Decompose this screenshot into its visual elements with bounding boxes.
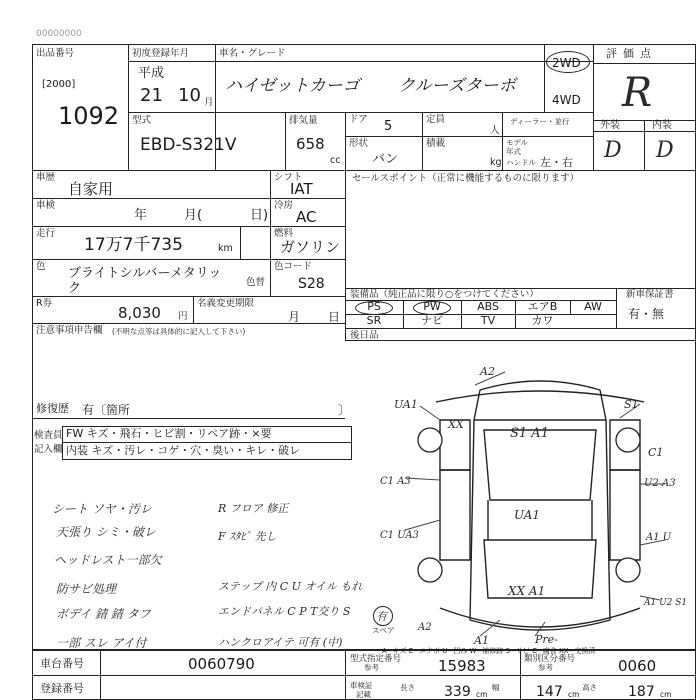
equip-tv: TV [480,314,496,327]
warranty-label: 新車保証書 [626,289,674,300]
color-code-value: S28 [298,276,325,292]
lot-label: 出品番号 [36,48,75,59]
model-year-label1: モデル [506,138,529,147]
equip-navi: ナビ [421,314,443,327]
grade-score: R [622,70,653,116]
fuel-label: 燃料 [274,228,294,239]
warranty-value: 有・無 [628,307,665,321]
size-length: 339 [444,684,471,700]
displacement-value: 658 [296,135,325,153]
lot-year: [2000] [42,79,76,90]
wheel-front-left [418,428,442,452]
equip-ps: PS [367,300,381,313]
equipment-label: 装備品（純正品に限り○をつけてください） [350,289,539,300]
type-spec-value: 15983 [438,657,486,675]
legend-label-1: 検査員 [34,430,63,441]
legend-label-2: 記入欄 [34,444,63,455]
grade-label: 評価点 [606,47,657,60]
wheel-rear-right [616,558,640,582]
inspection-month: 月( [184,208,203,223]
note-2: ヘッドレスト一部欠 [54,553,162,567]
mark-s1-right: S1 [624,398,639,411]
type-spec-sub: 参考 [364,663,379,672]
size-label-1: 車検証 [350,681,373,690]
note-1: 天張り シミ・破レ [56,525,156,539]
mileage-value: 17万7千735 [84,235,183,255]
sales-point-label: セールスポイント（正常に機能するものに限ります） [352,173,580,184]
first-reg-era: 平成 [138,66,165,81]
displacement-unit: cc [330,155,341,166]
size-label-2: 記載 [356,690,371,699]
dealer-label: ディーラー・並行 [510,117,570,126]
drive-4wd: 4WD [552,93,581,107]
mark-xx-a1: XX A1 [508,584,546,598]
repair-close: 〕 [338,403,351,417]
doors-label: ドア [349,114,368,125]
meigi-day: 日 [328,310,341,324]
equip-airbag: エアB [527,300,558,313]
top-fragment: 00000000 [36,29,82,39]
note-right-0: R フロア 修正 [218,502,289,515]
first-reg-label: 初度登録年月 [132,48,190,59]
drive-2wd: 2WD [552,56,581,70]
capacity-unit: 人 [490,125,500,136]
recycle-label: R券 [36,298,53,309]
interior-label: 内装 [652,120,672,131]
mark-a1-u: A1 U [646,532,672,543]
note-right-3: エンドパネル C P T交り S [218,605,351,618]
exterior-label: 外装 [600,120,620,131]
repair-label: 修復歴 [36,402,69,415]
recycle-unit: 円 [178,311,188,322]
model-year-label2: 年式 [506,147,521,156]
class-no-sub: 参考 [538,663,553,672]
type-spec-label: 型式指定番号 [350,654,402,664]
front-bumper [436,391,644,402]
notes-label: 注意事項申告欄 [36,325,103,336]
mark-s1a1: S1 A1 [510,426,549,441]
meigi-label: 名義変更期限 [197,298,255,309]
handle-label: ハンドル [506,158,536,167]
mileage-unit: km [218,243,233,254]
color-value-1: ブライトシルバーメタリッ [68,266,222,281]
handle-value: 左・右 [540,156,573,169]
wheel-front-right [616,428,640,452]
load-label: 積載 [426,138,446,149]
size-length-label: 長さ [400,683,415,692]
interior-grade: D [656,138,674,163]
mark-a2-bottom: A2 [418,622,432,633]
class-no-value: 0060 [618,657,657,675]
history-label: 車歴 [36,172,56,183]
model-value: EBD-S321V [140,135,237,155]
ac-label: 冷房 [274,200,294,211]
inspection-year: 年 [134,208,148,223]
mark-u2a3: U2 A3 [644,478,676,489]
mark-ua1: UA1 [394,398,418,411]
legend-row-1: FW キズ・飛石・ヒビ割・リペア跡・×要 [66,427,272,440]
model-label: 型式 [132,115,152,126]
displacement-label: 排気量 [289,115,318,126]
recycle-value: 8,030 [118,304,161,322]
shift-label: シフト [274,172,303,183]
mark-a1: A1 [474,634,489,647]
vehicle-no-label: 車台番号 [40,657,84,670]
equip-leather: カワ [531,314,554,327]
class-no-label: 類別区分番号 [524,654,576,664]
color-label: 色 [36,261,46,272]
mark-ua1-mid: UA1 [514,508,541,522]
hood-outline [474,381,606,420]
mileage-label: 走行 [36,228,56,239]
aftermarket-label: 後日品 [350,330,379,341]
car-grade: クルーズターボ [398,76,516,96]
first-reg-month-unit: 月 [204,97,214,108]
size-height: 187 [628,684,655,700]
first-reg-year: 21 [140,85,163,106]
vehicle-no-value: 0060790 [188,655,255,673]
shift-value: IAT [290,180,313,198]
mark-a2-top: A2 [480,365,495,378]
shape-label: 形状 [349,138,369,149]
fuel-value: ガソリン [280,238,341,256]
mark-a1u2: A1 U2 S1 [644,598,688,608]
legend-row-2: 内装 キズ・汚レ・コゲ・穴・臭い・キレ・破レ [66,444,301,457]
size-width-unit: cm [568,690,580,699]
exterior-grade: D [604,138,622,163]
lot-number: 1092 [58,102,120,130]
size-width-label: 幅 [492,683,500,692]
equip-abs: ABS [477,300,499,313]
note-right-1: F ｽﾀﾋﾞ 先し [218,530,277,543]
ac-value: AC [296,208,317,226]
mark-c1-right: C1 [648,446,664,459]
mark-xx: XX [448,418,464,431]
equip-pw: PW [423,300,441,313]
shape-value: バン [372,152,399,167]
mark-c1ua3: C1 UA3 [380,530,419,541]
wheel-rear-left [418,558,442,582]
registration-label: 登録番号 [40,682,84,695]
size-height-label: 高さ [582,683,597,692]
mark-pre: Pre- [535,633,558,646]
size-length-unit: cm [476,690,488,699]
color-value-2: ク [68,281,82,296]
inspection-label: 車検 [36,200,56,211]
spare-label: スペア [372,626,395,635]
note-right-4: ハンクロアイテ 可有 (中) [218,636,343,649]
meigi-month: 月 [288,310,301,324]
capacity-label: 定員 [426,114,446,125]
history-value: 自家用 [68,180,114,198]
equip-aw: AW [584,300,602,313]
equip-sr: SR [366,314,382,327]
note-0: シート ソヤ・汚レ [52,502,152,516]
notes-sublabel: (不明な点等は具体的に記入して下さい) [112,327,246,336]
color-change-label: 色替 [246,277,266,288]
note-3: 防サビ処理 [56,582,117,596]
left-slide-door [440,470,470,560]
note-4: ボデイ 錆 錆 タフ [56,607,151,621]
mark-c1a3: C1 A3 [380,476,411,487]
inspection-day: 日) [250,208,269,223]
load-unit: kg [490,157,502,168]
doors-value: 5 [384,119,393,134]
note-5: 一部 スレ アイ付 [56,636,147,650]
diagram-legend: A−キズ E−エクボ U−凹み W−補修跡 S−サビ C−腐食 XX−交換済 [382,647,596,655]
size-width: 147 [536,684,563,700]
first-reg-month: 10 [178,85,201,106]
size-height-unit: cm [660,690,672,699]
right-slide-door [610,470,640,560]
car-name: ハイゼットカーゴ [225,76,360,96]
car-label: 車名・グレード [219,48,286,59]
color-code-label: 色コード [274,261,313,272]
repair-value: 有〔箇所 [82,403,131,417]
note-right-2: ステップ 内 C U オイル もれ [218,580,363,593]
spare-mark: 有 [376,610,387,623]
